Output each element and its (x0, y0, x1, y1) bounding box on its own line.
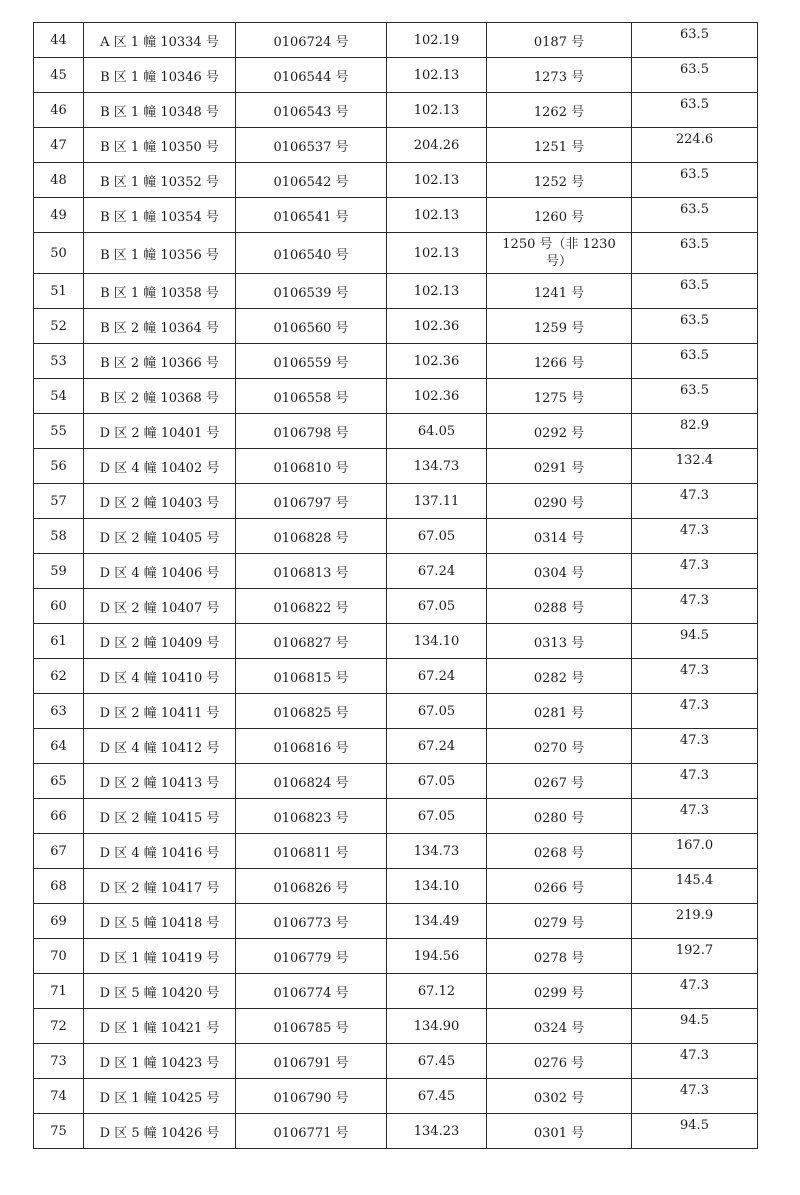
building-area-cell: 102.13 (387, 274, 487, 309)
building-area-cell: 67.45 (387, 1044, 487, 1079)
building-address-cell: D 区 4 幢 10402 号 (84, 449, 236, 484)
plot-number-cell: 0299 号 (487, 974, 632, 1009)
land-area-cell: 47.3 (632, 484, 758, 519)
building-area-cell: 67.05 (387, 694, 487, 729)
building-area-cell: 67.24 (387, 554, 487, 589)
table-row (34, 554, 758, 589)
certificate-number-cell: 0106811 号 (236, 834, 387, 869)
row-number-cell: 64 (34, 729, 84, 764)
table-row (34, 233, 758, 274)
building-address-cell: B 区 1 幢 10350 号 (84, 128, 236, 163)
land-area-cell: 47.3 (632, 799, 758, 834)
row-number-cell: 65 (34, 764, 84, 799)
land-area-cell: 47.3 (632, 554, 758, 589)
land-area-cell: 167.0 (632, 834, 758, 869)
building-address-cell: B 区 1 幢 10358 号 (84, 274, 236, 309)
building-area-cell: 134.10 (387, 624, 487, 659)
certificate-number-cell: 0106785 号 (236, 1009, 387, 1044)
row-number-cell: 71 (34, 974, 84, 1009)
building-address-cell: B 区 1 幢 10354 号 (84, 198, 236, 233)
building-address-cell: B 区 1 幢 10348 号 (84, 93, 236, 128)
row-number-cell: 58 (34, 519, 84, 554)
plot-number-cell: 0292 号 (487, 414, 632, 449)
row-number-cell: 45 (34, 58, 84, 93)
plot-number-cell: 1260 号 (487, 198, 632, 233)
certificate-number-cell: 0106540 号 (236, 233, 387, 274)
row-number-cell: 66 (34, 799, 84, 834)
building-area-cell: 134.90 (387, 1009, 487, 1044)
certificate-number-cell: 0106816 号 (236, 729, 387, 764)
building-area-cell: 102.13 (387, 163, 487, 198)
building-address-cell: D 区 5 幢 10418 号 (84, 904, 236, 939)
plot-number-cell: 1273 号 (487, 58, 632, 93)
land-area-cell: 63.5 (632, 344, 758, 379)
plot-number-cell: 1259 号 (487, 309, 632, 344)
building-address-cell: B 区 2 幢 10364 号 (84, 309, 236, 344)
building-address-cell: D 区 4 幢 10406 号 (84, 554, 236, 589)
building-area-cell: 102.13 (387, 233, 487, 274)
plot-number-cell: 0282 号 (487, 659, 632, 694)
building-area-cell: 134.73 (387, 449, 487, 484)
land-area-cell: 63.5 (632, 163, 758, 198)
row-number-cell: 56 (34, 449, 84, 484)
row-number-cell: 59 (34, 554, 84, 589)
row-number-cell: 55 (34, 414, 84, 449)
table-row (34, 1114, 758, 1149)
certificate-number-cell: 0106771 号 (236, 1114, 387, 1149)
building-area-cell: 134.49 (387, 904, 487, 939)
land-area-cell: 94.5 (632, 1009, 758, 1044)
plot-number-cell: 1252 号 (487, 163, 632, 198)
row-number-cell: 63 (34, 694, 84, 729)
certificate-number-cell: 0106822 号 (236, 589, 387, 624)
land-area-cell: 132.4 (632, 449, 758, 484)
table-row (34, 1009, 758, 1044)
table-row (34, 128, 758, 163)
table-row (34, 198, 758, 233)
land-area-cell: 47.3 (632, 659, 758, 694)
table-row (34, 484, 758, 519)
certificate-number-cell: 0106825 号 (236, 694, 387, 729)
table-row (34, 589, 758, 624)
building-address-cell: D 区 2 幢 10409 号 (84, 624, 236, 659)
building-area-cell: 67.05 (387, 799, 487, 834)
table-row (34, 58, 758, 93)
building-address-cell: B 区 2 幢 10368 号 (84, 379, 236, 414)
building-address-cell: D 区 5 幢 10426 号 (84, 1114, 236, 1149)
certificate-number-cell: 0106815 号 (236, 659, 387, 694)
plot-number-cell: 0267 号 (487, 764, 632, 799)
table-row (34, 799, 758, 834)
row-number-cell: 53 (34, 344, 84, 379)
certificate-number-cell: 0106798 号 (236, 414, 387, 449)
building-area-cell: 204.26 (387, 128, 487, 163)
building-address-cell: B 区 1 幢 10346 号 (84, 58, 236, 93)
land-area-cell: 219.9 (632, 904, 758, 939)
building-address-cell: D 区 1 幢 10423 号 (84, 1044, 236, 1079)
table-row (34, 729, 758, 764)
row-number-cell: 52 (34, 309, 84, 344)
building-area-cell: 67.05 (387, 519, 487, 554)
building-address-cell: B 区 1 幢 10352 号 (84, 163, 236, 198)
land-area-cell: 94.5 (632, 624, 758, 659)
building-address-cell: D 区 1 幢 10425 号 (84, 1079, 236, 1114)
plot-number-cell: 0302 号 (487, 1079, 632, 1114)
plot-number-cell: 1250 号（非 1230 号） (487, 233, 632, 274)
land-area-cell: 63.5 (632, 379, 758, 414)
land-area-cell: 94.5 (632, 1114, 758, 1149)
certificate-number-cell: 0106779 号 (236, 939, 387, 974)
building-address-cell: D 区 1 幢 10421 号 (84, 1009, 236, 1044)
row-number-cell: 54 (34, 379, 84, 414)
table-row (34, 939, 758, 974)
building-address-cell: D 区 2 幢 10403 号 (84, 484, 236, 519)
building-address-cell: B 区 2 幢 10366 号 (84, 344, 236, 379)
row-number-cell: 57 (34, 484, 84, 519)
plot-number-cell: 0276 号 (487, 1044, 632, 1079)
land-area-cell: 63.5 (632, 198, 758, 233)
plot-number-cell: 0270 号 (487, 729, 632, 764)
building-address-cell: D 区 2 幢 10407 号 (84, 589, 236, 624)
land-area-cell: 63.5 (632, 274, 758, 309)
plot-number-cell: 1241 号 (487, 274, 632, 309)
land-area-cell: 63.5 (632, 58, 758, 93)
row-number-cell: 62 (34, 659, 84, 694)
plot-number-cell: 0313 号 (487, 624, 632, 659)
building-area-cell: 102.36 (387, 309, 487, 344)
row-number-cell: 72 (34, 1009, 84, 1044)
row-number-cell: 48 (34, 163, 84, 198)
row-number-cell: 67 (34, 834, 84, 869)
certificate-number-cell: 0106810 号 (236, 449, 387, 484)
land-area-cell: 47.3 (632, 764, 758, 799)
table-row (34, 694, 758, 729)
row-number-cell: 49 (34, 198, 84, 233)
land-area-cell: 63.5 (632, 93, 758, 128)
plot-number-cell: 0291 号 (487, 449, 632, 484)
table-row (34, 904, 758, 939)
building-address-cell: D 区 2 幢 10415 号 (84, 799, 236, 834)
table-row (34, 93, 758, 128)
land-area-cell: 47.3 (632, 1079, 758, 1114)
land-area-cell: 47.3 (632, 589, 758, 624)
row-number-cell: 68 (34, 869, 84, 904)
certificate-number-cell: 0106790 号 (236, 1079, 387, 1114)
building-address-cell: D 区 1 幢 10419 号 (84, 939, 236, 974)
table-row (34, 1044, 758, 1079)
plot-number-cell: 0280 号 (487, 799, 632, 834)
row-number-cell: 73 (34, 1044, 84, 1079)
table-row (34, 23, 758, 58)
table-row (34, 974, 758, 1009)
certificate-number-cell: 0106559 号 (236, 344, 387, 379)
building-address-cell: D 区 2 幢 10417 号 (84, 869, 236, 904)
building-area-cell: 102.13 (387, 58, 487, 93)
certificate-number-cell: 0106774 号 (236, 974, 387, 1009)
building-address-cell: D 区 4 幢 10416 号 (84, 834, 236, 869)
certificate-number-cell: 0106724 号 (236, 23, 387, 58)
certificate-number-cell: 0106773 号 (236, 904, 387, 939)
row-number-cell: 74 (34, 1079, 84, 1114)
land-area-cell: 63.5 (632, 309, 758, 344)
building-address-cell: D 区 4 幢 10410 号 (84, 659, 236, 694)
land-area-cell: 224.6 (632, 128, 758, 163)
plot-number-cell: 0288 号 (487, 589, 632, 624)
plot-number-cell: 1275 号 (487, 379, 632, 414)
building-address-cell: D 区 4 幢 10412 号 (84, 729, 236, 764)
building-address-cell: A 区 1 幢 10334 号 (84, 23, 236, 58)
plot-number-cell: 0281 号 (487, 694, 632, 729)
plot-number-cell: 1262 号 (487, 93, 632, 128)
table-row (34, 764, 758, 799)
building-area-cell: 67.05 (387, 764, 487, 799)
plot-number-cell: 0268 号 (487, 834, 632, 869)
certificate-number-cell: 0106558 号 (236, 379, 387, 414)
certificate-number-cell: 0106813 号 (236, 554, 387, 589)
certificate-number-cell: 0106791 号 (236, 1044, 387, 1079)
row-number-cell: 46 (34, 93, 84, 128)
certificate-number-cell: 0106828 号 (236, 519, 387, 554)
land-area-cell: 145.4 (632, 869, 758, 904)
table-body (34, 23, 758, 1149)
building-area-cell: 134.73 (387, 834, 487, 869)
table-row (34, 449, 758, 484)
certificate-number-cell: 0106539 号 (236, 274, 387, 309)
building-area-cell: 134.23 (387, 1114, 487, 1149)
building-area-cell: 102.13 (387, 93, 487, 128)
plot-number-cell: 1251 号 (487, 128, 632, 163)
building-address-cell: D 区 5 幢 10420 号 (84, 974, 236, 1009)
land-area-cell: 47.3 (632, 1044, 758, 1079)
building-address-cell: D 区 2 幢 10401 号 (84, 414, 236, 449)
certificate-number-cell: 0106824 号 (236, 764, 387, 799)
row-number-cell: 60 (34, 589, 84, 624)
building-address-cell: D 区 2 幢 10411 号 (84, 694, 236, 729)
plot-number-cell: 0290 号 (487, 484, 632, 519)
plot-number-cell: 0301 号 (487, 1114, 632, 1149)
building-area-cell: 102.36 (387, 379, 487, 414)
plot-number-cell: 0187 号 (487, 23, 632, 58)
plot-number-cell: 0278 号 (487, 939, 632, 974)
plot-number-cell: 0304 号 (487, 554, 632, 589)
building-area-cell: 64.05 (387, 414, 487, 449)
table-row (34, 163, 758, 198)
land-area-cell: 82.9 (632, 414, 758, 449)
land-area-cell: 63.5 (632, 23, 758, 58)
row-number-cell: 50 (34, 233, 84, 274)
table-row (34, 1079, 758, 1114)
plot-number-cell: 0314 号 (487, 519, 632, 554)
table-row (34, 834, 758, 869)
row-number-cell: 44 (34, 23, 84, 58)
land-area-cell: 47.3 (632, 974, 758, 1009)
building-address-cell: B 区 1 幢 10356 号 (84, 233, 236, 274)
land-area-cell: 63.5 (632, 233, 758, 274)
table-row (34, 869, 758, 904)
plot-number-cell: 0279 号 (487, 904, 632, 939)
certificate-number-cell: 0106797 号 (236, 484, 387, 519)
land-area-cell: 47.3 (632, 729, 758, 764)
building-address-cell: D 区 2 幢 10413 号 (84, 764, 236, 799)
certificate-number-cell: 0106537 号 (236, 128, 387, 163)
row-number-cell: 51 (34, 274, 84, 309)
building-area-cell: 67.45 (387, 1079, 487, 1114)
certificate-number-cell: 0106826 号 (236, 869, 387, 904)
property-table (33, 22, 758, 1149)
building-area-cell: 102.13 (387, 198, 487, 233)
plot-number-cell: 0324 号 (487, 1009, 632, 1044)
certificate-number-cell: 0106541 号 (236, 198, 387, 233)
building-area-cell: 67.05 (387, 589, 487, 624)
table-row (34, 414, 758, 449)
building-area-cell: 137.11 (387, 484, 487, 519)
land-area-cell: 47.3 (632, 519, 758, 554)
row-number-cell: 70 (34, 939, 84, 974)
land-area-cell: 192.7 (632, 939, 758, 974)
certificate-number-cell: 0106544 号 (236, 58, 387, 93)
building-area-cell: 134.10 (387, 869, 487, 904)
building-area-cell: 102.19 (387, 23, 487, 58)
table-row (34, 624, 758, 659)
row-number-cell: 69 (34, 904, 84, 939)
building-area-cell: 67.24 (387, 729, 487, 764)
building-area-cell: 67.24 (387, 659, 487, 694)
building-address-cell: D 区 2 幢 10405 号 (84, 519, 236, 554)
plot-number-cell: 0266 号 (487, 869, 632, 904)
table-row (34, 519, 758, 554)
certificate-number-cell: 0106560 号 (236, 309, 387, 344)
table-row (34, 659, 758, 694)
building-area-cell: 194.56 (387, 939, 487, 974)
row-number-cell: 61 (34, 624, 84, 659)
table-row (34, 344, 758, 379)
table-row (34, 379, 758, 414)
building-area-cell: 67.12 (387, 974, 487, 1009)
building-area-cell: 102.36 (387, 344, 487, 379)
table-row (34, 309, 758, 344)
land-area-cell: 47.3 (632, 694, 758, 729)
certificate-number-cell: 0106823 号 (236, 799, 387, 834)
row-number-cell: 47 (34, 128, 84, 163)
certificate-number-cell: 0106827 号 (236, 624, 387, 659)
certificate-number-cell: 0106543 号 (236, 93, 387, 128)
plot-number-cell: 1266 号 (487, 344, 632, 379)
row-number-cell: 75 (34, 1114, 84, 1149)
certificate-number-cell: 0106542 号 (236, 163, 387, 198)
table-row (34, 274, 758, 309)
